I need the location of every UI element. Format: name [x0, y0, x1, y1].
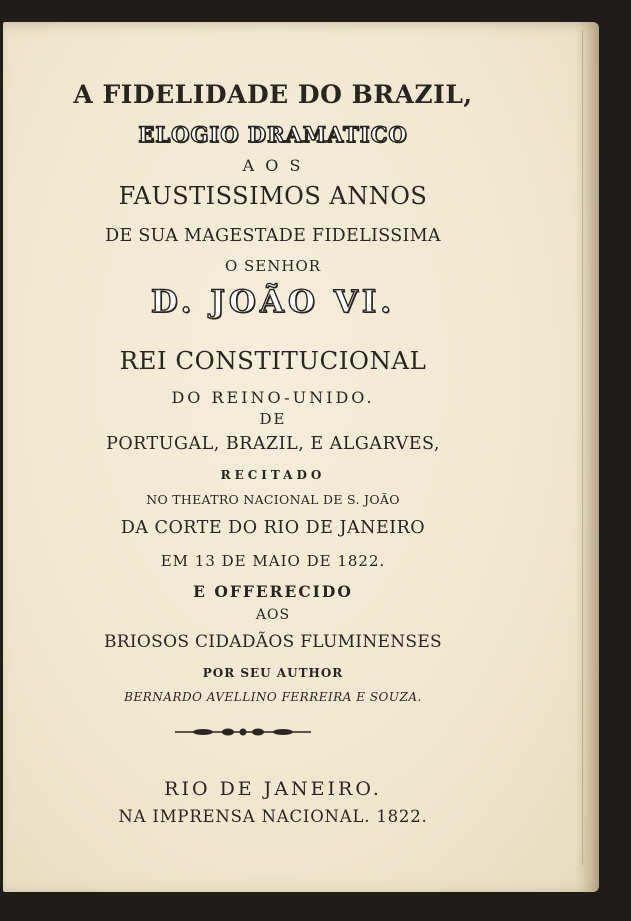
imprint-publisher: NA IMPRENSA NACIONAL. 1822. [118, 807, 428, 826]
page-edge-shadow [575, 22, 599, 892]
text-line: POR SEU AUTHOR [202, 666, 344, 680]
ornament-divider [173, 725, 313, 739]
book-page [3, 22, 599, 892]
text-line: AOS [255, 607, 291, 623]
text-line: E OFFERECIDO [193, 582, 353, 601]
text-line: A O S [242, 156, 304, 175]
text-line: DE SUA MAGESTADE FIDELISSIMA [105, 226, 441, 246]
text-line: O SENHOR [224, 257, 322, 275]
text-line: NO THEATRO NACIONAL DE S. JOÃO [146, 492, 400, 507]
page-edge-line [582, 30, 583, 865]
text-line: BRIOSOS CIDADÃOS FLUMINENSES [104, 632, 442, 652]
text-line: DE [259, 410, 287, 428]
text-line: EM 13 DE MAIO DE 1822. [160, 552, 386, 570]
text-line: DA CORTE DO RIO DE JANEIRO [120, 518, 426, 538]
imprint-place: RIO DE JANEIRO. [164, 778, 382, 800]
text-line: RECITADO [220, 468, 326, 482]
text-line: FAUSTISSIMOS ANNOS [118, 182, 428, 210]
text-line: REI CONSTITUCIONAL [119, 346, 427, 375]
author-line: BERNARDO AVELLINO FERREIRA E SOUZA. [124, 690, 422, 704]
text-line: PORTUGAL, BRAZIL, E ALGARVES, [106, 434, 440, 454]
text-line: DO REINO-UNIDO. [171, 388, 375, 407]
subtitle-gothic: ELOGIO DRAMATICO [138, 122, 408, 147]
king-name-gothic: D. JOÃO VI. [150, 284, 396, 320]
title-line: A FIDELIDADE DO BRAZIL, [73, 80, 473, 109]
